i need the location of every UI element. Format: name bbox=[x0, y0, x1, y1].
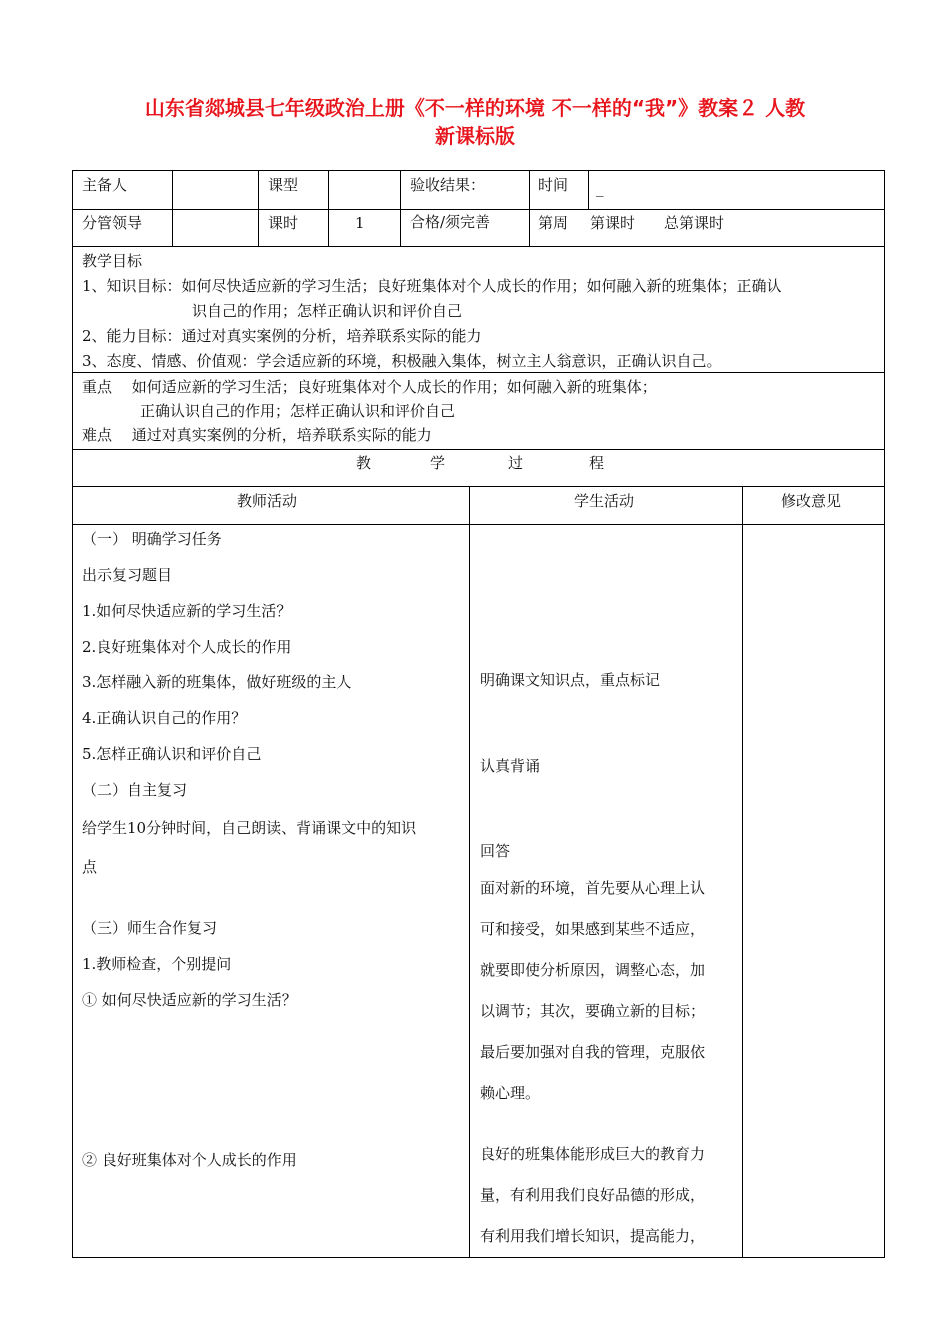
table-rule bbox=[328, 170, 329, 247]
teacher-line: ② 良好班集体对个人成长的作用 bbox=[82, 1151, 297, 1169]
table-border-top bbox=[72, 170, 885, 171]
student-line: 有利用我们增长知识，提高能力， bbox=[480, 1227, 706, 1245]
goal-knowledge: 1、知识目标：如何尽快适应新的学习生活；良好班集体对个人成长的作用；如何融入新的班集体；正确认 bbox=[82, 277, 782, 295]
teacher-line: ① 如何尽快适应新的学习生活？ bbox=[82, 991, 297, 1009]
table-rule bbox=[529, 170, 530, 247]
table-rule bbox=[588, 170, 589, 210]
process-char-4: 程 bbox=[589, 454, 605, 472]
title-line-1: 山东省郯城县七年级政治上册《不一样的环境 不一样的“我”》教案２ 人教 bbox=[144, 96, 806, 120]
leader-label: 分管领导 bbox=[82, 214, 143, 232]
table-rule bbox=[172, 170, 173, 247]
hours-label: 课时 bbox=[268, 214, 299, 232]
check-options: 合格/须完善 bbox=[410, 213, 491, 231]
student-line: 认真背诵 bbox=[480, 757, 541, 775]
document-title bbox=[60, 94, 890, 150]
student-line: 以调节；其次，要确立新的目标； bbox=[480, 1002, 706, 1020]
student-activity-header: 学生活动 bbox=[574, 492, 635, 510]
teacher-line: 4.正确认识自己的作用？ bbox=[82, 709, 247, 727]
teacher-line: 1.如何尽快适应新的学习生活？ bbox=[82, 602, 292, 620]
key-point-cont: 正确认识自己的作用；怎样正确认识和评价自己 bbox=[140, 402, 456, 420]
table-rule bbox=[258, 170, 259, 247]
goals-heading: 教学目标 bbox=[82, 252, 143, 270]
student-line: 明确课文知识点，重点标记 bbox=[480, 671, 661, 689]
teacher-activity-header: 教师活动 bbox=[237, 492, 298, 510]
table-border-left bbox=[72, 170, 73, 1258]
time-label: 时间 bbox=[538, 176, 569, 194]
time-value: _ bbox=[596, 179, 604, 197]
student-line: 回答 bbox=[480, 842, 511, 860]
teacher-line: 点 bbox=[82, 858, 98, 876]
teacher-line: 出示复习题目 bbox=[82, 566, 173, 584]
table-rule bbox=[742, 486, 743, 1258]
student-line: 就要即使分析原因，调整心态，加 bbox=[480, 961, 706, 979]
process-char-3: 过 bbox=[508, 454, 524, 472]
student-line: 良好的班集体能形成巨大的教育力 bbox=[480, 1145, 706, 1163]
key-point: 重点 如何适应新的学习生活；良好班集体对个人成长的作用；如何融入新的班集体； bbox=[82, 378, 657, 396]
student-line: 赖心理。 bbox=[480, 1084, 541, 1102]
teacher-line: 1.教师检查，个别提问 bbox=[82, 955, 232, 973]
lesson-label: 第课时 bbox=[590, 214, 636, 232]
goal-knowledge-cont: 识自己的作用；怎样正确认识和评价自己 bbox=[192, 302, 463, 320]
table-rule bbox=[72, 486, 885, 487]
prep-label: 主备人 bbox=[82, 176, 128, 194]
table-rule bbox=[400, 170, 401, 247]
teacher-line: 给学生10分钟时间，自己朗读、背诵课文中的知识 bbox=[82, 819, 417, 837]
table-border-bottom bbox=[72, 1257, 885, 1258]
student-line: 量，有利用我们良好品德的形成， bbox=[480, 1186, 706, 1204]
process-char-1: 教 bbox=[356, 454, 372, 472]
teacher-line: 2.良好班集体对个人成长的作用 bbox=[82, 638, 292, 656]
difficult-point: 难点 通过对真实案例的分析，培养联系实际的能力 bbox=[82, 426, 432, 444]
table-rule bbox=[72, 524, 885, 525]
table-rule bbox=[72, 372, 885, 373]
process-char-2: 学 bbox=[430, 454, 446, 472]
student-line: 可和接受，如果感到某些不适应， bbox=[480, 920, 706, 938]
table-border-right bbox=[884, 170, 885, 1258]
teacher-line: 5.怎样正确认识和评价自己 bbox=[82, 745, 262, 763]
check-result-label: 验收结果： bbox=[410, 176, 486, 194]
student-line: 最后要加强对自我的管理，克服依 bbox=[480, 1043, 706, 1061]
title-line-2: 新课标版 bbox=[435, 124, 515, 148]
table-rule bbox=[72, 209, 885, 210]
table-rule bbox=[72, 246, 885, 247]
student-line: 面对新的环境，首先要从心理上认 bbox=[480, 879, 706, 897]
revision-header: 修改意见 bbox=[781, 492, 842, 510]
teacher-line: （一） 明确学习任务 bbox=[82, 530, 222, 548]
table-rule bbox=[72, 449, 885, 450]
teacher-line: （二）自主复习 bbox=[82, 781, 188, 799]
type-label: 课型 bbox=[268, 176, 299, 194]
hours-value: 1 bbox=[355, 214, 365, 232]
total-lesson-label: 总第课时 bbox=[664, 214, 725, 232]
goal-ability: 2、能力目标：通过对真实案例的分析，培养联系实际的能力 bbox=[82, 327, 482, 345]
teacher-line: 3.怎样融入新的班集体，做好班级的主人 bbox=[82, 673, 352, 691]
goal-attitude: 3、态度、情感、价值观：学会适应新的环境，积极融入集体，树立主人翁意识，正确认识自己。 bbox=[82, 352, 722, 370]
teacher-line: （三）师生合作复习 bbox=[82, 919, 218, 937]
week-label: 第周 bbox=[538, 214, 569, 232]
table-rule bbox=[469, 486, 470, 1258]
